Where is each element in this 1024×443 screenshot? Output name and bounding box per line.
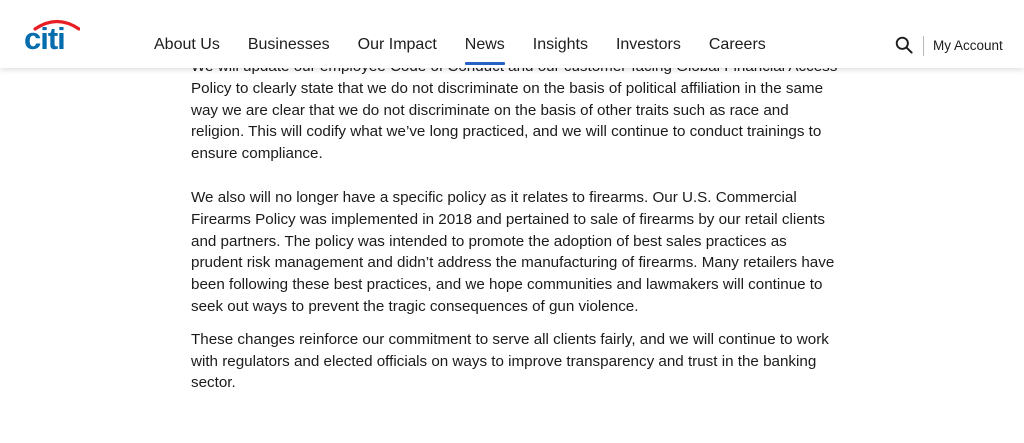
my-account-link[interactable]: My Account — [933, 38, 1003, 53]
main-nav — [140, 35, 780, 59]
article-paragraph: We also will no longer have a specific policy as it relates to firearms. Our U.S. Commercial Firearms Policy was implemented in 2018 and pertained to sale of firearms by our retail clients and partners. The policy was intended to promote the adoption of best sales practices as prudent risk management and didn’t address the manufacturing of firearms. Many retailers have been following these best practices, and we hope communities and lawmakers will continue to seek out ways to prevent the tragic consequences of gun violence. — [191, 188, 835, 315]
article-paragraph: Policy to clearly state that we do not discriminate on the basis of political affiliation in the same way we are clear that we do not discriminate on the basis of other traits such as race and religion. This will codify what we’ve long practiced, and we will continue to conduct trainings to ensure compliance. — [191, 79, 824, 163]
nav-item-our-impact[interactable]: Our Impact — [357, 36, 437, 53]
header-divider — [923, 36, 924, 56]
search-icon[interactable] — [895, 36, 913, 54]
article-paragraph: These changes reinforce our commitment to serve all clients fairly, and we will continue to work with regulators and elected officials on ways to improve transparency and trust in the banking sector. — [191, 330, 829, 392]
citi-logo[interactable] — [24, 15, 80, 53]
article-body — [191, 56, 841, 394]
nav-item-insights[interactable]: Insights — [532, 36, 588, 53]
site-header — [0, 0, 1024, 68]
nav-item-news[interactable]: News — [451, 35, 519, 59]
nav-item-about-us[interactable]: About Us — [154, 36, 220, 53]
nav-item-businesses[interactable]: Businesses — [247, 36, 330, 53]
logo-text: citi — [24, 21, 65, 53]
nav-item-careers[interactable]: Careers — [708, 36, 766, 53]
nav-item-investors[interactable]: Investors — [615, 36, 681, 53]
